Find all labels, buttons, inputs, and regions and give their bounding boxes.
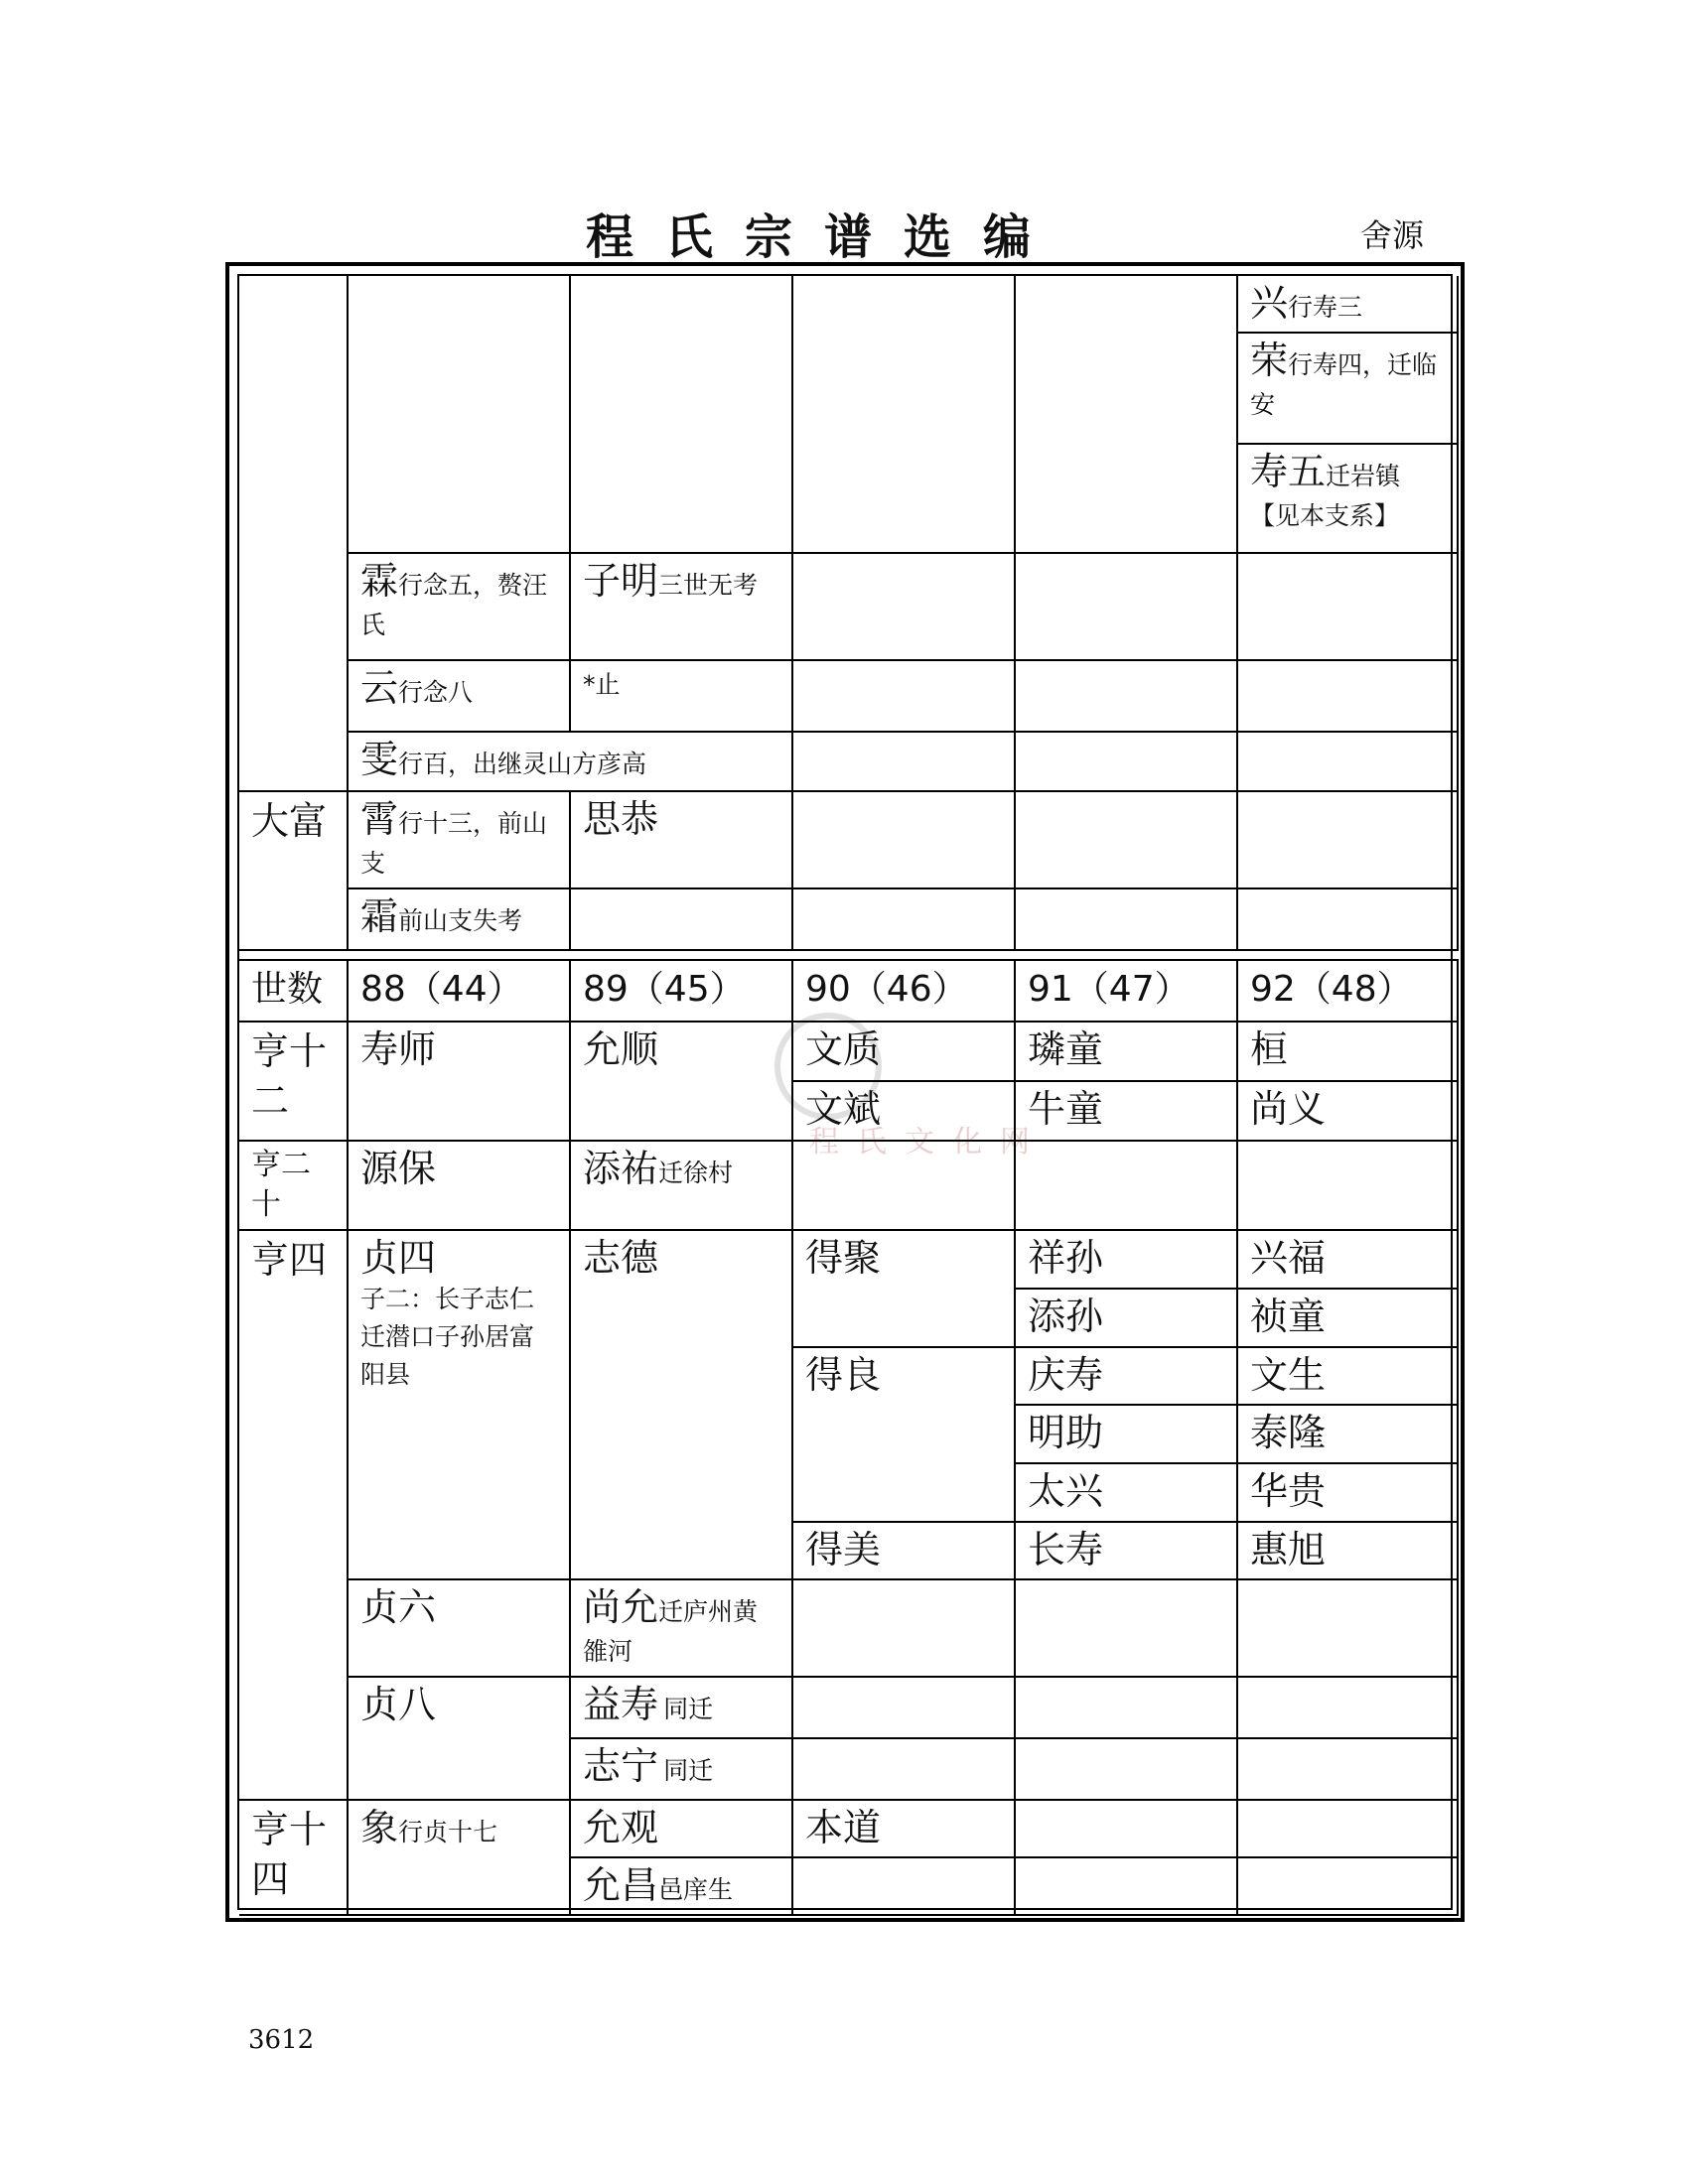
empty-cell bbox=[793, 1580, 1016, 1678]
empty-cell bbox=[1238, 1739, 1459, 1801]
column-head-92: 92（48） bbox=[1238, 961, 1459, 1023]
entry-rong bbox=[1238, 334, 1459, 445]
empty-cell bbox=[1016, 1142, 1238, 1231]
entry-zhenba: 贞八 bbox=[349, 1678, 571, 1801]
entry-demei: 得美 bbox=[793, 1523, 1016, 1580]
person-note: 三世无考 bbox=[658, 571, 759, 600]
upper-empty-88 bbox=[349, 276, 571, 554]
group-label-dafu bbox=[239, 792, 349, 951]
entry-qingshou: 庆寿 bbox=[1016, 1348, 1238, 1406]
group-label-2: 亨二十 bbox=[239, 1142, 349, 1231]
genealogy-table bbox=[237, 274, 1453, 1910]
entry-xiao bbox=[349, 792, 571, 889]
entry-zhensi: 贞四 子二：长子志仁迁潜口子孙居富阳县 bbox=[349, 1231, 571, 1580]
entry-deliang: 得良 bbox=[793, 1348, 1016, 1523]
empty-cell bbox=[793, 1739, 1016, 1801]
entry-yuanbao: 源保 bbox=[349, 1142, 571, 1231]
group-label-1: 亨十二 bbox=[239, 1023, 349, 1142]
person-note: 迁岩镇 bbox=[1326, 462, 1401, 490]
entry-shuang bbox=[349, 889, 571, 951]
empty-cell bbox=[1238, 792, 1459, 889]
person-note: 行念八 bbox=[398, 678, 474, 707]
entry-zhi bbox=[571, 661, 793, 733]
column-head-88: 88（44） bbox=[349, 961, 571, 1023]
entry-deju: 得聚 bbox=[793, 1231, 1016, 1348]
entry-yunshun: 允顺 bbox=[571, 1023, 793, 1142]
empty-cell bbox=[1016, 661, 1238, 733]
entry-zhentong: 祯童 bbox=[1238, 1290, 1459, 1348]
person-name: 霜 bbox=[360, 894, 399, 938]
entry-yun bbox=[349, 661, 571, 733]
person-name: 云 bbox=[360, 666, 399, 710]
empty-cell bbox=[1238, 1858, 1459, 1916]
person-name: 霖 bbox=[360, 559, 399, 603]
empty-cell bbox=[1016, 1678, 1238, 1739]
empty-cell bbox=[1016, 1739, 1238, 1801]
entry-xiangsun: 祥孙 bbox=[1016, 1231, 1238, 1290]
entry-wenbin: 文斌 bbox=[793, 1082, 1016, 1142]
entry-zhenliu: 贞六 bbox=[349, 1580, 571, 1678]
entry-mingzhu: 明助 bbox=[1016, 1406, 1238, 1464]
column-head-90: 90（46） bbox=[793, 961, 1016, 1023]
entry-taixing: 太兴 bbox=[1016, 1464, 1238, 1523]
person-name: 子明 bbox=[583, 559, 659, 603]
person-name: 思恭 bbox=[583, 797, 659, 841]
empty-cell bbox=[1016, 1801, 1238, 1858]
person-note: 行寿三 bbox=[1288, 293, 1363, 322]
entry-shouwu bbox=[1238, 445, 1459, 554]
empty-cell bbox=[1238, 1580, 1459, 1678]
empty-cell bbox=[793, 733, 1016, 792]
column-head-91: 91（47） bbox=[1016, 961, 1238, 1023]
empty-cell bbox=[1238, 733, 1459, 792]
page-number: 3612 bbox=[248, 2025, 315, 2055]
page-title: 程氏宗谱选编 bbox=[586, 209, 1063, 265]
group-label-4: 亨十四 bbox=[239, 1801, 349, 1916]
watermark-text: 程氏文化网 bbox=[809, 1125, 1048, 1160]
entry-wenzhi: 文质 bbox=[793, 1023, 1016, 1082]
entry-xiang: 象行贞十七 bbox=[349, 1801, 571, 1916]
entry-huagui: 华贵 bbox=[1238, 1464, 1459, 1523]
empty-cell bbox=[1238, 889, 1459, 951]
person-name: 雯 bbox=[360, 738, 399, 781]
empty-cell bbox=[793, 661, 1016, 733]
upper-empty-89 bbox=[571, 276, 793, 554]
entry-huan: 桓 bbox=[1238, 1023, 1459, 1082]
entry-zhide: 志德 bbox=[571, 1231, 793, 1580]
empty-cell bbox=[1238, 1142, 1459, 1231]
empty-cell bbox=[571, 889, 793, 951]
entry-lintong: 璘童 bbox=[1016, 1023, 1238, 1082]
person-name: 霄 bbox=[360, 797, 399, 841]
entry-sigong bbox=[571, 792, 793, 889]
person-note: 【见本支系】 bbox=[1250, 501, 1400, 530]
empty-cell bbox=[793, 792, 1016, 889]
region-label: 舍源 bbox=[1360, 216, 1425, 254]
empty-cell bbox=[793, 1678, 1016, 1739]
entry-xingfu: 兴福 bbox=[1238, 1231, 1459, 1290]
entry-yunguan: 允观 bbox=[571, 1801, 793, 1858]
genealogy-table-frame bbox=[225, 262, 1465, 1922]
upper-empty-91 bbox=[1016, 276, 1238, 554]
column-label-cell bbox=[239, 961, 349, 1023]
empty-cell bbox=[1238, 1678, 1459, 1739]
entry-tiansun: 添孙 bbox=[1016, 1290, 1238, 1348]
empty-cell bbox=[1016, 1580, 1238, 1678]
entry-huixu: 惠旭 bbox=[1238, 1523, 1459, 1580]
empty-cell bbox=[1016, 554, 1238, 661]
empty-cell bbox=[793, 554, 1016, 661]
entry-shoushi: 寿师 bbox=[349, 1023, 571, 1142]
entry-yunchang: 允昌邑庠生 bbox=[571, 1858, 793, 1916]
entry-niutong: 牛童 bbox=[1016, 1082, 1238, 1142]
entry-tianyou: 添祐迁徐村 bbox=[571, 1142, 793, 1231]
empty-cell bbox=[793, 889, 1016, 951]
entry-ziming bbox=[571, 554, 793, 661]
empty-cell bbox=[1016, 792, 1238, 889]
empty-cell bbox=[1238, 554, 1459, 661]
column-head-89: 89（45） bbox=[571, 961, 793, 1023]
upper-empty-90 bbox=[793, 276, 1016, 554]
person-note: 行念五，赘汪氏 bbox=[360, 571, 548, 639]
person-name: 荣 bbox=[1250, 339, 1289, 382]
empty-cell bbox=[1016, 733, 1238, 792]
section-separator bbox=[239, 951, 1459, 961]
entry-tailong: 泰隆 bbox=[1238, 1406, 1459, 1464]
empty-cell bbox=[1238, 661, 1459, 733]
entry-shangyun: 尚允迁庐州黄雒河 bbox=[571, 1580, 793, 1678]
empty-cell bbox=[793, 1858, 1016, 1916]
person-note: 行十三，前山支 bbox=[360, 809, 548, 878]
person-name: 兴 bbox=[1250, 281, 1289, 325]
column-label: 世数 bbox=[251, 969, 324, 1010]
empty-cell bbox=[1016, 1858, 1238, 1916]
entry-lin bbox=[349, 554, 571, 661]
person-note: 前山支失考 bbox=[398, 906, 523, 935]
entry-shangyi: 尚义 bbox=[1238, 1082, 1459, 1142]
person-note: 行百，出继灵山方彦高 bbox=[398, 750, 647, 778]
entry-zhining: 志宁 同迁 bbox=[571, 1739, 793, 1801]
person-name: 寿五 bbox=[1250, 450, 1327, 493]
entry-changshou: 长寿 bbox=[1016, 1523, 1238, 1580]
person-note: *止 bbox=[583, 670, 621, 699]
entry-wensheng: 文生 bbox=[1238, 1348, 1459, 1406]
entry-wen bbox=[349, 733, 793, 792]
entry-yishou: 益寿 同迁 bbox=[571, 1678, 793, 1739]
group-label-3: 亨四 bbox=[239, 1231, 349, 1801]
empty-cell bbox=[793, 1142, 1016, 1231]
person-note: 行寿四，迁临安 bbox=[1250, 350, 1438, 419]
upper-label-cell bbox=[239, 276, 349, 792]
entry-xing bbox=[1238, 276, 1459, 334]
empty-cell bbox=[1238, 1801, 1459, 1858]
entry-bendao: 本道 bbox=[793, 1801, 1016, 1858]
group-label: 大富 bbox=[251, 799, 328, 843]
empty-cell bbox=[1016, 889, 1238, 951]
